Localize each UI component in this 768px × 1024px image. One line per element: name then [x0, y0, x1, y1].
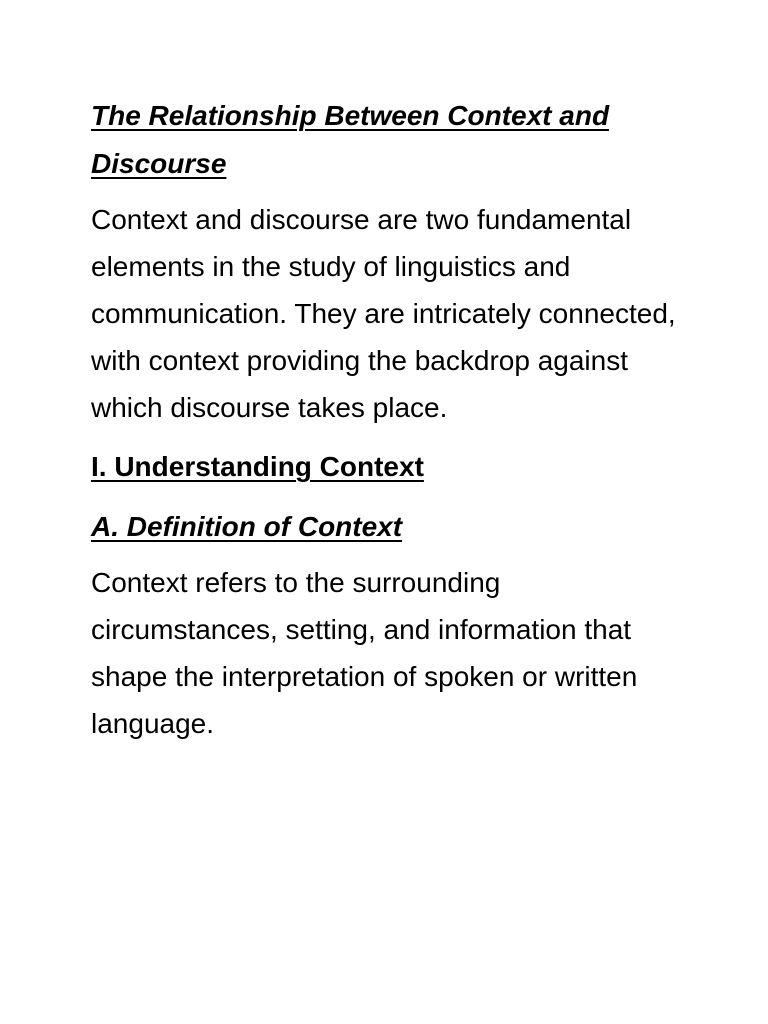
document-body [91, 92, 691, 747]
subsection-heading: A. Definition of Context [91, 511, 403, 542]
section-heading: I. Understanding Context [91, 451, 424, 482]
document-title [91, 92, 691, 188]
document-title-line-1: The Relationship Between Context and [91, 100, 610, 131]
intro-paragraph: Context and discourse are two fundamental elements in the study of linguistics and communication. They are intricately connected, with context providing the backdrop against which discourse takes place. [91, 204, 676, 423]
document-title-line-2: Discourse [91, 148, 227, 179]
definition-paragraph: Context refers to the surrounding circumstances, setting, and information that shape the interpretation of spoken or written language. [91, 567, 638, 739]
